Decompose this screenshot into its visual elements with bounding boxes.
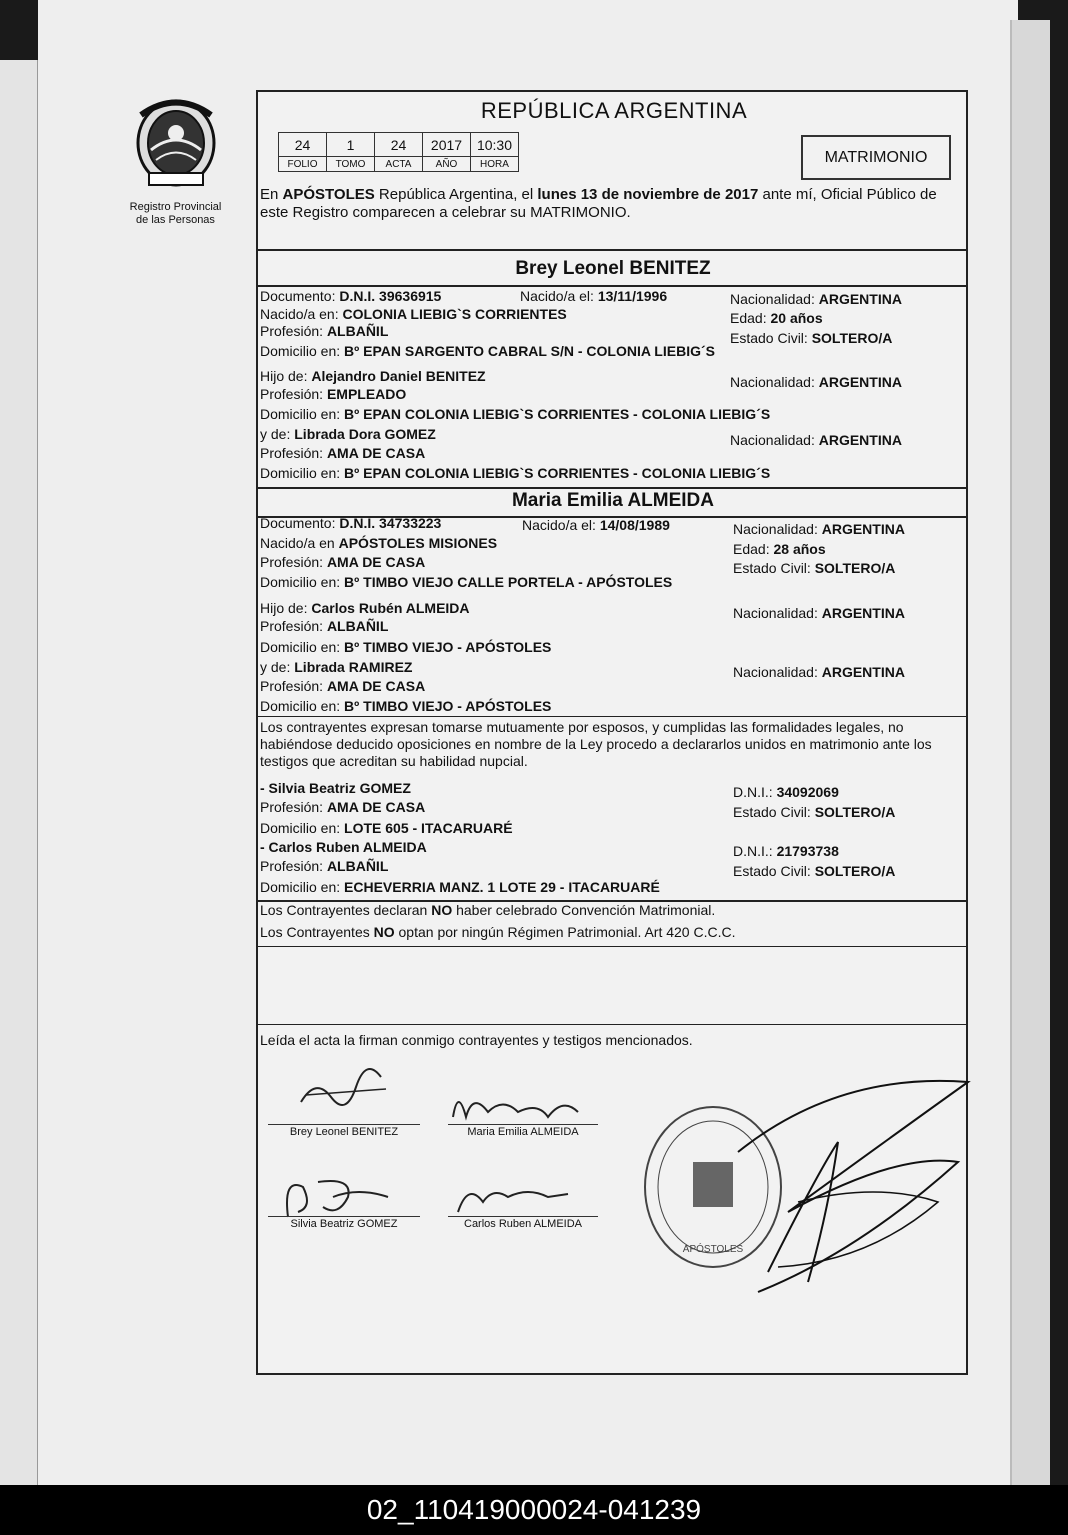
- witness-1-profession: Profesión: AMA DE CASA: [260, 799, 426, 815]
- divider: [258, 249, 968, 251]
- signature-line: [448, 1124, 598, 1125]
- country-title: REPÚBLICA ARGENTINA: [480, 98, 748, 123]
- scan-id-footer: 02_110419000024-041239: [0, 1485, 1068, 1535]
- groom-age: Edad: 20 años: [730, 310, 823, 326]
- witness-1-dni: D.N.I.: 34092069: [733, 784, 839, 800]
- groom-name-title: Brey Leonel BENITEZ: [515, 258, 711, 279]
- registry-table: [278, 132, 519, 172]
- official-stamp: [638, 1092, 968, 1312]
- groom-mother-address: Domicilio en: Bº EPAN COLONIA LIEBIG`S CORRIENTES - COLONIA LIEBIG´S: [260, 465, 771, 481]
- groom-nationality: Nacionalidad: ARGENTINA: [730, 291, 902, 307]
- signature-groom: Brey Leonel BENITEZ: [289, 1126, 399, 1138]
- witness-2-name: - Carlos Ruben ALMEIDA: [260, 839, 427, 855]
- signature-benitez-mark: [296, 1067, 396, 1117]
- signature-line: [268, 1216, 420, 1217]
- page-stack-edge: [1010, 20, 1050, 1485]
- witness-2-dni: D.N.I.: 21793738: [733, 843, 839, 859]
- bride-mother-address: Domicilio en: Bº TIMBO VIEJO - APÓSTOLES: [260, 698, 552, 714]
- divider: [258, 716, 968, 717]
- signature-gomez-mark: [278, 1167, 398, 1222]
- groom-address: Domicilio en: Bº EPAN SARGENTO CABRAL S/N - COLONIA LIEBIG´S: [260, 343, 715, 359]
- divider: [258, 1024, 968, 1025]
- bride-mother: y de: Librada RAMIREZ: [260, 659, 413, 675]
- bride-father-address: Domicilio en: Bº TIMBO VIEJO - APÓSTOLES: [260, 639, 552, 655]
- closing-text: Leída el acta la firman conmigo contrayentes y testigos mencionados.: [260, 1032, 693, 1048]
- divider: [258, 946, 968, 947]
- witness-2-address: Domicilio en: ECHEVERRIA MANZ. 1 LOTE 29 - ITACARUARÉ: [260, 879, 660, 895]
- convention-line-2: Los Contrayentes NO optan por ningún Régimen Patrimonial. Art 420 C.C.C.: [260, 924, 736, 940]
- bride-document: Documento: D.N.I. 34733223: [260, 515, 442, 531]
- bride-name-title: Maria Emilia ALMEIDA: [511, 490, 714, 511]
- bride-profession: Profesión: AMA DE CASA: [260, 554, 426, 570]
- bride-father-nationality: Nacionalidad: ARGENTINA: [733, 605, 905, 621]
- bride-civil-status: Estado Civil: SOLTERO/A: [733, 560, 896, 576]
- groom-birthplace: Nacido/a en: COLONIA LIEBIG`S CORRIENTES: [260, 306, 567, 322]
- groom-civil-status: Estado Civil: SOLTERO/A: [730, 330, 893, 346]
- year-value: 2017: [423, 133, 471, 157]
- groom-birthdate: Nacido/a el: 13/11/1996: [520, 288, 668, 304]
- bride-birthplace: Nacido/a en APÓSTOLES MISIONES: [260, 535, 498, 551]
- convention-line-1: Los Contrayentes declaran NO haber celebrado Convención Matrimonial.: [260, 902, 716, 918]
- bride-father: Hijo de: Carlos Rubén ALMEIDA: [260, 600, 470, 616]
- groom-father-profession: Profesión: EMPLEADO: [260, 386, 407, 402]
- signature-carlos-mark: [448, 1172, 578, 1217]
- signature-witness-1: Silvia Beatriz GOMEZ: [290, 1218, 398, 1230]
- signature-bride: Maria Emilia ALMEIDA: [467, 1126, 579, 1138]
- registry-logo: [118, 95, 233, 227]
- stamp-text: APÓSTOLES: [682, 1244, 744, 1255]
- signature-almeida-mark: [448, 1082, 588, 1127]
- year-label: AÑO: [423, 157, 471, 172]
- witness-2-profession: Profesión: ALBAÑIL: [260, 858, 389, 874]
- groom-document: Documento: D.N.I. 39636915: [260, 288, 442, 304]
- witness-1-address: Domicilio en: LOTE 605 - ITACARUARÉ: [260, 820, 513, 836]
- groom-profession: Profesión: ALBAÑIL: [260, 323, 389, 339]
- witness-1-civil-status: Estado Civil: SOLTERO/A: [733, 804, 896, 820]
- act-type-box: MATRIMONIO: [801, 135, 951, 180]
- bride-address: Domicilio en: Bº TIMBO VIEJO CALLE PORTELA - APÓSTOLES: [260, 574, 673, 590]
- groom-father-nationality: Nacionalidad: ARGENTINA: [730, 374, 902, 390]
- folio-label: FOLIO: [279, 157, 327, 172]
- groom-mother: y de: Librada Dora GOMEZ: [260, 426, 436, 442]
- bride-age: Edad: 28 años: [733, 541, 826, 557]
- signature-witness-2: Carlos Ruben ALMEIDA: [464, 1218, 582, 1230]
- coat-of-arms-icon: [131, 95, 221, 190]
- tomo-value: 1: [327, 133, 375, 157]
- groom-father-address: Domicilio en: Bº EPAN COLONIA LIEBIG`S CORRIENTES - COLONIA LIEBIG´S: [260, 406, 771, 422]
- bride-father-profession: Profesión: ALBAÑIL: [260, 618, 389, 634]
- bride-mother-profession: Profesión: AMA DE CASA: [260, 678, 426, 694]
- intro-paragraph: En APÓSTOLES República Argentina, el lunes 13 de noviembre de 2017 ante mí, Oficial Público de este Registro comparecen a celebrar su MATRIMONIO.: [260, 186, 937, 221]
- groom-mother-profession: Profesión: AMA DE CASA: [260, 445, 426, 461]
- bride-birthdate: Nacido/a el: 14/08/1989: [522, 517, 670, 533]
- tomo-label: TOMO: [327, 157, 375, 172]
- hour-label: HORA: [471, 157, 519, 172]
- folio-value: 24: [279, 133, 327, 157]
- groom-father: Hijo de: Alejandro Daniel BENITEZ: [260, 368, 486, 384]
- signature-line: [268, 1124, 420, 1125]
- bride-nationality: Nacionalidad: ARGENTINA: [733, 521, 905, 537]
- witness-2-civil-status: Estado Civil: SOLTERO/A: [733, 863, 896, 879]
- registry-name: Registro Provincial de las Personas: [129, 201, 222, 226]
- acta-label: ACTA: [375, 157, 423, 172]
- hour-value: 10:30: [471, 133, 519, 157]
- groom-mother-nationality: Nacionalidad: ARGENTINA: [730, 432, 902, 448]
- adjacent-page-edge: [0, 60, 38, 1485]
- acta-value: 24: [375, 133, 423, 157]
- witness-1-name: - Silvia Beatriz GOMEZ: [260, 780, 411, 796]
- bride-mother-nationality: Nacionalidad: ARGENTINA: [733, 664, 905, 680]
- declaration-paragraph: Los contrayentes expresan tomarse mutuamente por esposos, y cumplidas las formalidades legales, no habiéndose deducido oposiciones en nombre de la Ley procedo a declararlos unidos en matrimonio ante los testigos que acreditan su habilidad nupcial.: [260, 719, 932, 769]
- signature-line: [448, 1216, 598, 1217]
- divider: [258, 285, 968, 287]
- divider: [258, 487, 968, 489]
- marriage-certificate: [256, 90, 968, 1375]
